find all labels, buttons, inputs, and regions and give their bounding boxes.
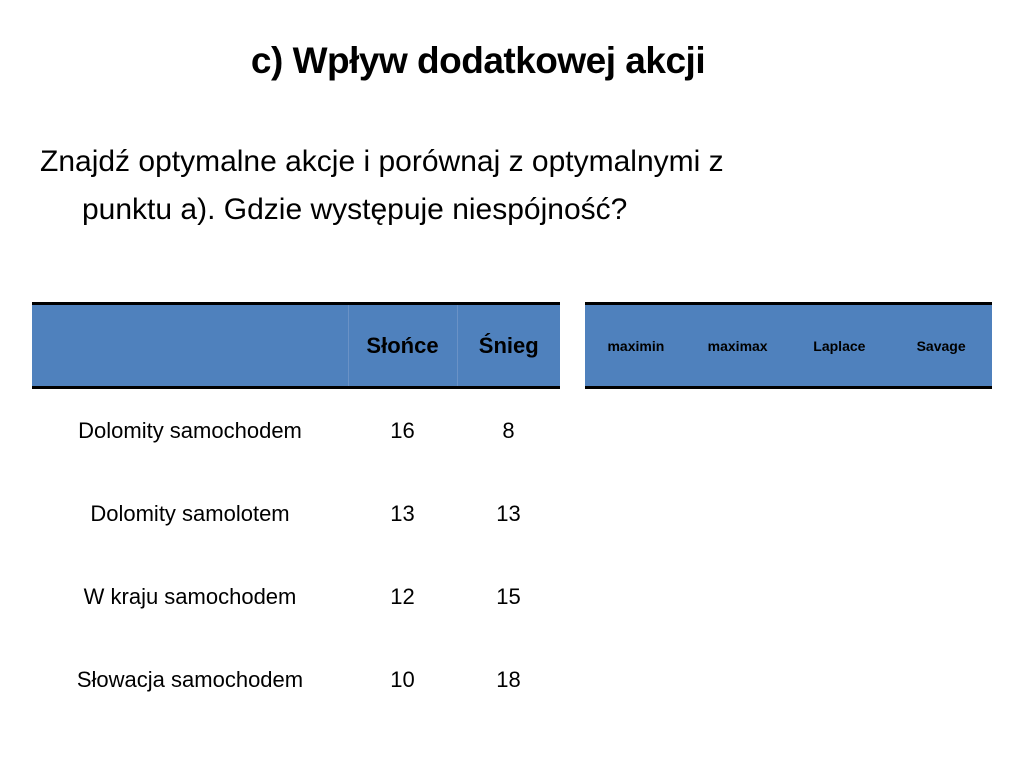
table-row — [32, 472, 560, 555]
table-row — [32, 388, 560, 473]
header-cell-slonce: Słońce — [348, 304, 457, 388]
body-line-2: punktu a). Gdzie występuje niespójność? — [82, 193, 628, 226]
table-row — [32, 555, 560, 638]
header-cell-maximin: maximin — [585, 304, 687, 388]
row-snieg-cell: 18 — [496, 666, 521, 692]
payoff-table-header-row — [32, 304, 560, 388]
criteria-table — [585, 302, 992, 389]
row-action-cell: W kraju samochodem — [83, 583, 297, 609]
header-cell-action — [32, 304, 348, 388]
header-cell-maximax: maximax — [687, 304, 789, 388]
row-action-cell: Dolomity samochodem — [78, 417, 302, 443]
header-cell-laplace: Laplace — [789, 304, 891, 388]
row-snieg-cell: 8 — [502, 417, 515, 443]
slide-body-text — [40, 138, 940, 234]
row-action-cell: Dolomity samolotem — [90, 500, 290, 526]
row-slonce-cell: 13 — [390, 500, 415, 526]
slide-title: c) Wpływ dodatkowej akcji — [250, 40, 706, 81]
row-slonce-cell: 10 — [390, 666, 415, 692]
table-row — [32, 638, 560, 721]
row-snieg-cell: 15 — [496, 583, 521, 609]
criteria-table-header-row — [585, 304, 992, 388]
row-action-cell: Słowacja samochodem — [76, 666, 304, 692]
row-slonce-cell: 16 — [390, 417, 415, 443]
row-slonce-cell: 12 — [390, 583, 415, 609]
row-snieg-cell: 13 — [496, 500, 521, 526]
payoff-table — [32, 302, 560, 721]
header-cell-savage: Savage — [890, 304, 992, 388]
body-line-1: Znajdź optymalne akcje i porównaj z optymalnymi z — [40, 145, 724, 178]
header-cell-snieg: Śnieg — [457, 304, 560, 388]
